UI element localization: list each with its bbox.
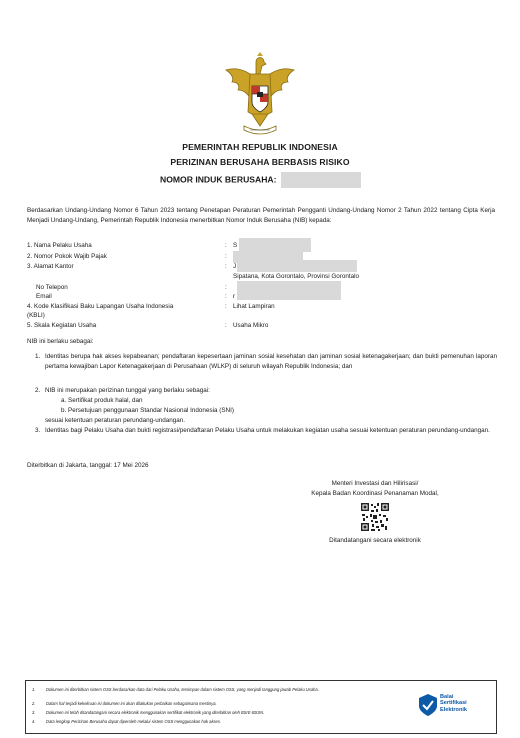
sub-item-a: a. Sertifikat produk halal, dan — [61, 397, 143, 404]
field-label: No Telepon — [36, 284, 68, 291]
nib-number-redaction — [281, 172, 361, 188]
redaction — [237, 281, 341, 300]
field-value: Usaha Mikro — [233, 322, 269, 329]
list-text: Identitas berupa hak akses kepabeanan; pendaftaran kepesertaan jaminan sosial kesehatan dan jaminan sosial ketenagakerjaan; dan bukti pemenuhan laporan pertama kewajiban Lapor Ketenagakerjaan di Perusahaan (WLKP) di seluruh wilayah Republik Indonesia; dan — [45, 353, 497, 370]
header-line-1: PEMERINTAH REPUBLIK INDONESIA — [182, 142, 338, 152]
field-colon: : — [225, 293, 227, 300]
bsre-line-1: Balai — [440, 694, 454, 700]
field-kbli-line2 — [27, 311, 497, 321]
bsre-line-2: Sertifikasi — [440, 700, 467, 707]
field-value: r — [233, 293, 236, 300]
field-colon: : — [225, 253, 227, 260]
field-label: Email — [36, 293, 52, 300]
note-text: Dokumen ini diterbitkan sistem OSS berdasarkan data dari Pelaku Usaha, tersimpan dalam sistem OSS, yang menjadi tanggung jawab Pelaku Usaha. — [46, 687, 319, 692]
qr-code-icon — [360, 502, 390, 532]
signer-title-2: Kepala Badan Koordinasi Penanaman Modal, — [311, 490, 439, 497]
nib-number-row — [160, 172, 361, 188]
note-text: Dokumen ini telah ditandatangani secara elektronik menggunakan sertifikat elektronik yang diterbitkan oleh BSrE-BSSN. — [46, 710, 265, 715]
nib-number-label: NOMOR INDUK BERUSAHA: — [160, 174, 277, 185]
note-number: 1. — [32, 687, 36, 692]
signed-electronically: Ditandatangani secara elektronik — [329, 537, 421, 544]
note-text: Dalam hal terjadi kekeliruan isi dokumen ini akan dilakukan perbaikan sebagaimana mestinya. — [46, 701, 217, 706]
list-number: 1. — [35, 353, 41, 360]
field-value: Sipatana, Kota Gorontalo, Provinsi Gorontalo — [233, 273, 360, 280]
field-value: J — [233, 263, 237, 270]
intro-paragraph: Berdasarkan Undang-Undang Nomor 6 Tahun 2023 tentang Penetapan Peraturan Pemerintah Pengganti Undang-Undang Nomor 2 Tahun 2022 tentang Cipta Kerja Menjadi Undang-Undang, Pemerintah Republik Indonesia menerbitkan Nomor Induk Berusaha (NIB) kepada: — [27, 207, 495, 224]
header-line-2: PERIZINAN BERUSAHA BERBASIS RISIKO — [170, 157, 350, 167]
field-value: Lihat Lampiran — [233, 303, 275, 310]
field-colon: : — [225, 284, 227, 291]
nib-intro: NIB ini berlaku sebagai: — [27, 338, 94, 345]
field-email — [27, 292, 497, 302]
field-colon: : — [225, 303, 227, 310]
field-nama — [27, 241, 497, 251]
issued-date: Diterbitkan di Jakarta, tanggal: 17 Mei 2026 — [27, 462, 149, 469]
field-label: (KBLI) — [27, 312, 45, 319]
field-skala — [27, 321, 497, 331]
field-colon: : — [225, 263, 227, 270]
field-label: 1. Nama Pelaku Usaha — [27, 242, 92, 249]
signer-title-1: Menteri Investasi dan Hilirisasi/ — [331, 480, 419, 487]
field-label: 2. Nomor Pokok Wajib Pajak — [27, 253, 107, 260]
note-number: 2. — [32, 701, 36, 706]
bsre-logo — [418, 693, 490, 721]
list-number: 3. — [35, 427, 41, 434]
field-label: 5. Skala Kegiatan Usaha — [27, 322, 97, 329]
list-number: 2. — [35, 387, 41, 394]
garuda-emblem-icon — [222, 52, 298, 138]
footer-notes-box — [25, 680, 497, 734]
bsre-logo-text — [440, 694, 467, 713]
bsre-logo-icon — [418, 693, 438, 717]
note-number: 4. — [32, 719, 36, 724]
bsre-line-3: Elektronik — [440, 706, 468, 713]
field-colon: : — [225, 322, 227, 329]
sub-item-b: b. Persetujuan penggunaan Standar Nasional Indonesia (SNI) — [61, 407, 234, 414]
list-text: NIB ini merupakan perizinan tunggal yang berlaku sebagai: — [45, 387, 210, 394]
field-label: 3. Alamat Kantor — [27, 263, 74, 270]
field-label: 4. Kode Klasifikasi Baku Lapangan Usaha Indonesia — [27, 303, 174, 310]
list-text: Identitas bagi Pelaku Usaha dan bukti registrasi/pendaftaran Pelaku Usaha untuk melakukan kegiatan usaha sesuai ketentuan peraturan perundang-undangan. — [45, 427, 490, 434]
note-text: Data lengkap Perizinan Berusaha dapat diperoleh melalui sistem OSS menggunakan hak akses. — [46, 719, 221, 724]
field-alamat — [27, 262, 497, 272]
note-number: 3. — [32, 710, 36, 715]
redaction — [239, 238, 311, 252]
field-colon: : — [225, 242, 227, 249]
item2-tail: sesuai ketentuan peraturan perundang-undangan. — [45, 417, 186, 424]
field-value: S — [233, 242, 238, 249]
redaction — [237, 260, 357, 272]
